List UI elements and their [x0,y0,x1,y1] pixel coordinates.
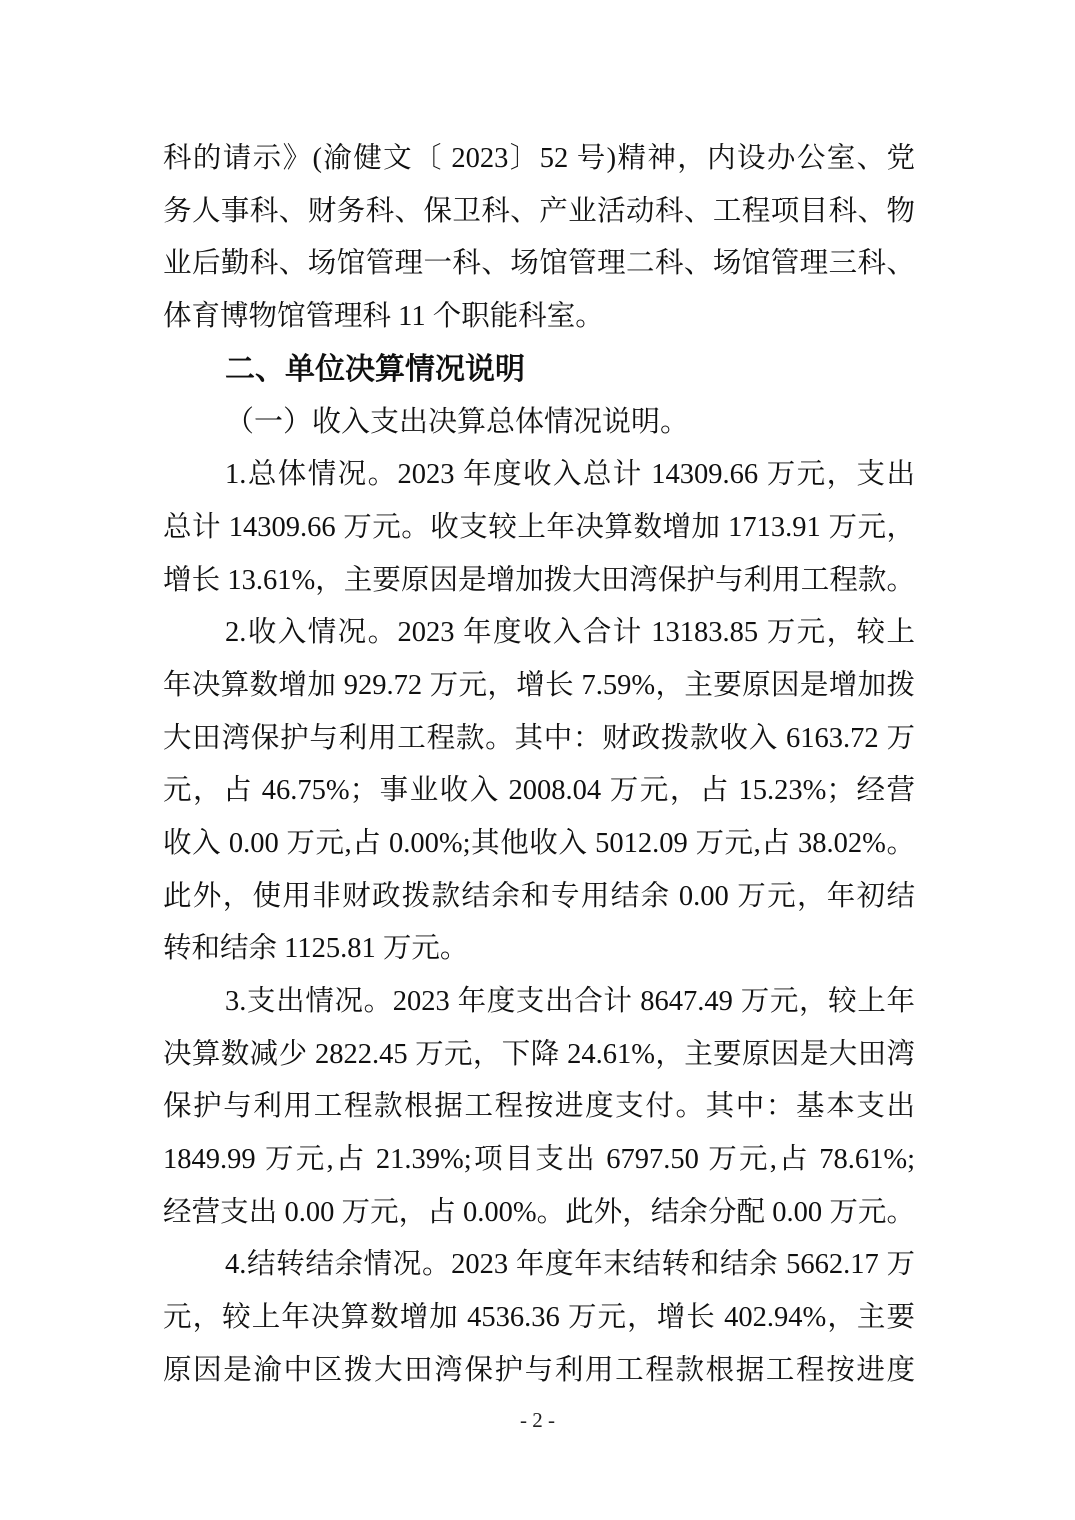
paragraph-income-situation-line: 此外，使用非财政拨款结余和专用结余 0.00 万元，年初结 [163,880,915,912]
paragraph-income-situation-line: 转和结余 1125.81 万元。 [163,933,469,965]
paragraph-expenditure-situation-line: 经营支出 0.00 万元，占 0.00%。此外，结余分配 0.00 万元。 [163,1196,915,1228]
page-footer [0,1404,1075,1436]
paragraph-overall-situation-line: 总计 14309.66 万元。收支较上年决算数增加 1713.91 万元， [163,511,915,543]
paragraph-org-structure-continuation-line: 科的请示》(渝健文〔 2023〕52 号)精神，内设办公室、党 [163,143,915,174]
page-number: - 2 - [520,1408,555,1432]
paragraph-overall-situation-line: 1.总体情况。2023 年度收入总计 14309.66 万元，支出 [225,459,915,491]
paragraph-org-structure-continuation-line: 业后勤科、场馆管理一科、场馆管理二科、场馆管理三科、 [163,248,915,280]
paragraph-org-structure-continuation-line: 体育博物馆管理科 11 个职能科室。 [163,301,604,333]
paragraph-income-situation-line: 元，占 46.75%；事业收入 2008.04 万元，占 15.23%；经营 [163,775,915,807]
paragraph-carryover-balance-situation-line: 原因是渝中区拨大田湾保护与利用工程款根据工程按进度 [163,1354,915,1386]
paragraph-income-situation-line: 大田湾保护与利用工程款。其中：财政拨款收入 6163.72 万 [163,722,915,754]
paragraph-expenditure-situation-line: 保护与利用工程款根据工程按进度支付。其中：基本支出 [163,1091,915,1123]
paragraph-income-situation-line: 收入 0.00 万元,占 0.00%;其他收入 5012.09 万元,占 38.02%。 [163,827,915,859]
paragraph-expenditure-situation-line: 3.支出情况。2023 年度支出合计 8647.49 万元，较上年 [225,986,915,1017]
subsection-heading-income-expenditure-overview-line: （一）收入支出决算总体情况说明。 [225,406,690,439]
paragraph-expenditure-situation-line: 1849.99 万元,占 21.39%;项目支出 6797.50 万元,占 78.61%; [163,1144,915,1176]
paragraph-income-situation-line: 年决算数增加 929.72 万元，增长 7.59%，主要原因是增加拨 [163,669,915,701]
paragraph-org-structure-continuation-line: 务人事科、财务科、保卫科、产业活动科、工程项目科、物 [163,195,915,227]
paragraph-carryover-balance-situation-line: 4.结转结余情况。2023 年度年末结转和结余 5662.17 万 [225,1249,915,1281]
document-body [163,133,915,1398]
paragraph-income-situation-line: 2.收入情况。2023 年度收入合计 13183.85 万元，较上 [225,617,915,649]
paragraph-expenditure-situation-line: 决算数减少 2822.45 万元，下降 24.61%，主要原因是大田湾 [163,1038,915,1070]
paragraph-carryover-balance-situation-line: 元，较上年决算数增加 4536.36 万元，增长 402.94%，主要 [163,1302,915,1334]
section-heading-final-accounts-line: 二、单位决算情况说明 [225,352,525,386]
paragraph-overall-situation-line: 增长 13.61%，主要原因是增加拨大田湾保护与利用工程款。 [163,564,915,596]
